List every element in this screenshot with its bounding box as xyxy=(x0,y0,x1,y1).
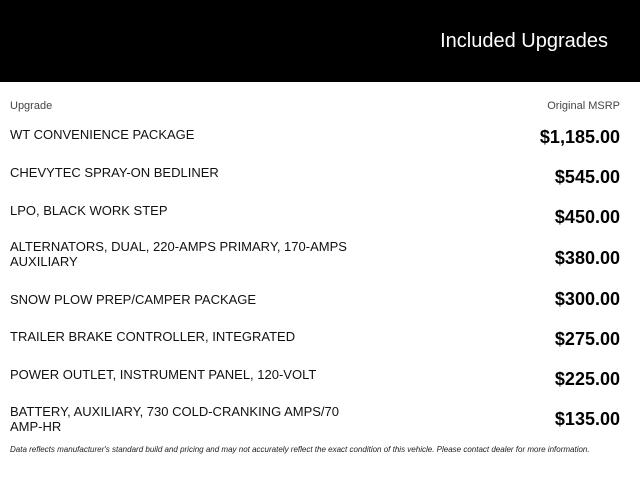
upgrade-price: $225.00 xyxy=(554,369,620,389)
page-title: Included Upgrades xyxy=(440,30,608,52)
upgrade-price: $450.00 xyxy=(554,207,620,227)
upgrade-name: SNOW PLOW PREP/CAMPER PACKAGE xyxy=(10,292,257,307)
upgrade-name: LPO, BLACK WORK STEP xyxy=(10,203,168,218)
upgrade-name: POWER OUTLET, INSTRUMENT PANEL, 120-VOLT xyxy=(10,367,317,382)
upgrade-price: $275.00 xyxy=(554,329,620,349)
upgrade-name: BATTERY, AUXILIARY, 730 COLD-CRANKING AMPS/70 AMP-HR xyxy=(10,404,339,434)
upgrade-price: $380.00 xyxy=(554,248,620,268)
header-bar xyxy=(0,0,640,82)
upgrade-name: ALTERNATORS, DUAL, 220-AMPS PRIMARY, 170-AMPS AUXILIARY xyxy=(10,239,347,269)
upgrade-name: CHEVYTEC SPRAY-ON BEDLINER xyxy=(10,165,219,180)
upgrade-price: $1,185.00 xyxy=(539,127,620,147)
upgrade-name: WT CONVENIENCE PACKAGE xyxy=(10,127,195,142)
column-header-upgrade: Upgrade xyxy=(10,100,53,112)
disclaimer-footnote: Data reflects manufacturer's standard build and pricing and may not accurately reflect the exact condition of this vehicle. Please contact dealer for more information. xyxy=(10,445,590,454)
upgrade-price: $300.00 xyxy=(554,289,620,309)
upgrade-price: $545.00 xyxy=(554,167,620,187)
upgrade-price: $135.00 xyxy=(554,409,620,429)
column-header-msrp: Original MSRP xyxy=(547,100,620,112)
upgrade-name: TRAILER BRAKE CONTROLLER, INTEGRATED xyxy=(10,329,296,344)
